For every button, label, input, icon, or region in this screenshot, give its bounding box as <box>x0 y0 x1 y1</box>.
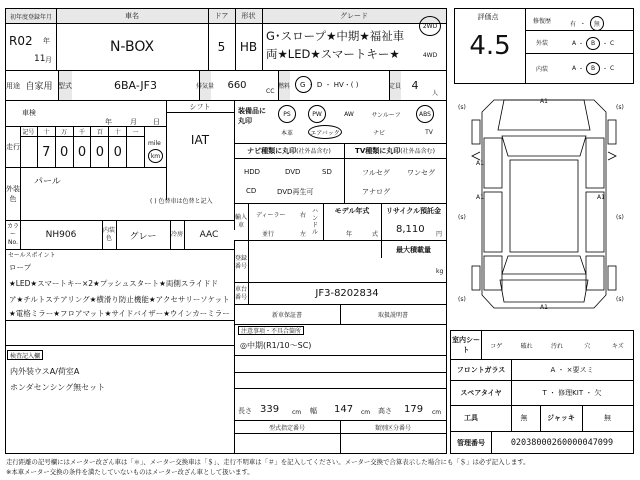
jack-label: ジャッキ <box>547 414 575 422</box>
exterior-opt-a: A <box>572 40 577 47</box>
inspector-line2: ホンダセンシング無セット <box>10 383 106 392</box>
max-load-unit: kg <box>436 268 444 275</box>
sales-line-1: ★LED★スマートキー×2★プッシュスタート★両側スライドド <box>9 279 219 288</box>
nav-cd: CD <box>246 187 257 195</box>
interior-seat-items <box>481 331 633 359</box>
mileage-digit-header: 一 <box>127 127 145 137</box>
nav-header <box>234 144 344 157</box>
sales-line-0: ロープ <box>9 263 32 272</box>
s-mark: s <box>618 296 622 303</box>
equipment-row2 <box>234 125 446 141</box>
seat-condition-item: 穴 <box>584 342 591 350</box>
nav-dvd-play: DVD再生可 <box>277 188 314 196</box>
model-year-unit: 年 <box>346 231 353 238</box>
use-label: 用途 <box>6 81 20 90</box>
reg-year-unit: 年 <box>43 37 50 45</box>
interior-sep1: ・ <box>578 66 585 73</box>
seat-condition-item: 汚れ <box>550 342 563 350</box>
diagram-s-3: ( s ) <box>458 214 466 221</box>
mileage-digit-header: 千 <box>74 127 92 137</box>
interior-opt-b: B <box>586 62 600 75</box>
repair-sep: ・ <box>579 21 586 28</box>
mileage-digit-header: 記号 <box>20 127 38 137</box>
diagram-mark-a1-right: A1 <box>597 194 605 201</box>
shape-value: HB <box>239 40 258 54</box>
nav-hdd: HDD <box>244 168 261 176</box>
spare-tire-value: T ・ 修理KIT ・ 欠 <box>542 389 602 397</box>
tv-header-note: (社外品含む) <box>400 148 435 155</box>
equipment-item: ABS <box>416 105 434 123</box>
nav-header-note: (社外品含む) <box>296 148 331 155</box>
exterior-sep2: ・ <box>602 41 609 48</box>
length-unit: cm <box>292 409 302 416</box>
footer-line2: ※本車メーター交換の条件を満たしていないものはメーター改ざん車として扱います。 <box>6 468 254 476</box>
use-value: 自家用 <box>25 82 53 92</box>
exterior-label: 外装 <box>535 39 548 47</box>
import-parallel: 並行 <box>262 231 275 238</box>
nav-dvd: DVD <box>285 168 301 176</box>
inspector-header: 検査記入欄 <box>7 350 43 360</box>
color-code-value: NH906 <box>45 230 77 240</box>
interior-seat-label: 室内シート <box>452 336 480 354</box>
color-note: ( ) 色替車は色替と記入 <box>150 198 213 205</box>
seat-condition-item: キズ <box>611 342 624 350</box>
model-year-label: モデル年式 <box>334 207 370 215</box>
car-name-label: 車名 <box>56 9 208 23</box>
equipment-item: AW <box>344 110 354 118</box>
mileage-unit-km: km <box>148 149 163 163</box>
equipment-item: ナビ <box>372 129 385 137</box>
repair-opt-no: 無 <box>590 16 604 31</box>
import-right: 右 <box>300 212 307 219</box>
mileage-digit <box>127 137 145 167</box>
diagram-mark-a1-rear-left: A1 <box>476 160 484 167</box>
s-mark: s <box>460 214 464 221</box>
footer-line1: 走行距離の記号欄にはメーター改ざん車は「＊」、メーター交換車は「＄」、走行不明車は「＃」を記入してください。メーター交換で合算表示した場合にも「＄」は必ず記入します。 <box>6 458 530 466</box>
diagram-mark-a1-rear: A1 <box>540 304 548 311</box>
interior-sep2: ・ <box>602 66 609 73</box>
color-code-label: カラーNo. <box>6 223 19 246</box>
car-damage-diagram <box>450 90 638 322</box>
import-handle: ハンドル <box>312 208 319 236</box>
mileage-digit: 0 <box>91 137 109 167</box>
reg-year-label: 初年度登録年月 <box>6 9 56 23</box>
model-label: 型式 <box>58 71 72 100</box>
score-label: 評価点 <box>477 13 499 21</box>
drive-2wd: 2WD <box>419 16 441 36</box>
seat-condition-item: コゲ <box>490 342 503 350</box>
import-left: 左 <box>300 231 307 238</box>
width-label: 幅 <box>310 407 317 415</box>
sales-point-label: セールスポイント <box>8 252 56 259</box>
equipment-item: 本革 <box>280 129 293 137</box>
color-label: 外装色 <box>6 185 20 203</box>
width-unit: cm <box>361 409 371 416</box>
length-label: 長さ <box>238 407 252 415</box>
inspection-label: 車検 <box>22 109 36 117</box>
diagram-mark-a1-left: A1 <box>476 194 484 201</box>
mileage-digit-header: 十 <box>38 127 56 137</box>
tv-oneseg: ワンセグ <box>407 169 435 177</box>
color-value: パール <box>34 177 61 187</box>
mileage-digit: 0 <box>74 137 92 167</box>
repair-label: 修復歴 <box>532 17 551 25</box>
equipment-label: 装備品に丸印 <box>238 107 266 125</box>
tv-header <box>344 144 446 157</box>
equipment-item: サンルーフ <box>371 111 401 119</box>
model-value: 6BA-JF3 <box>114 79 157 92</box>
capacity-label: 定員 <box>389 71 401 100</box>
equipment-item: エアバック <box>308 125 342 139</box>
inspection-year-unit: 年 <box>105 118 112 126</box>
notes-line1: ◎中期(R1/10～SC) <box>240 341 312 350</box>
notes-header: 注意事項・不具合箇所 <box>238 326 304 335</box>
mileage-digit-header: 百 <box>91 127 109 137</box>
grade-line2: 両★LED★スマートキー★ <box>266 47 400 61</box>
interior-opt-a: A <box>572 65 577 72</box>
height-unit: cm <box>432 409 442 416</box>
interior-color-value: グレー <box>129 231 157 242</box>
seat-condition-item: 破れ <box>520 342 533 350</box>
recycle-value: 8,110 <box>396 224 425 235</box>
fuel-label: 燃料 <box>278 71 290 100</box>
equipment-item: PS <box>278 105 296 123</box>
class-label: 類別区分番号 <box>374 424 411 432</box>
exterior-sep1: ・ <box>578 41 585 48</box>
repair-opt-yes: 有 <box>570 21 577 28</box>
s-mark: s <box>618 214 622 221</box>
sales-line-2: ア★チルトステアリング★横滑り防止機能★アクセサリーソケット <box>9 295 230 304</box>
mileage-label: 走行 <box>6 143 20 151</box>
s-mark: s <box>460 296 464 303</box>
registration-label: 登録番号 <box>234 255 247 270</box>
import-label: 輸入車 <box>234 214 247 229</box>
type-spec-label: 型式指定番号 <box>268 424 305 432</box>
inspector-line1: 内外装ウスA/荷室A <box>10 367 80 376</box>
shift-value: IAT <box>190 133 210 147</box>
manual-label: 取扱説明書 <box>377 311 408 319</box>
grade-line1: G･スロープ★中期★福祉車 <box>266 29 405 43</box>
management-value: 02038000260000047099 <box>510 437 614 448</box>
inspection-day-unit: 日 <box>153 118 160 126</box>
spare-tire-label: スペアタイヤ <box>460 389 502 397</box>
capacity-value: 4 <box>411 79 419 92</box>
sales-line-3: ★電格ミラー★フロアマット★サイドバイザー★ウインカーミラー <box>9 309 230 318</box>
mileage-digits <box>20 127 145 167</box>
reg-year-value: R02 <box>9 34 33 48</box>
reg-month-unit: 月 <box>45 56 52 64</box>
mileage-digit: 0 <box>56 137 74 167</box>
ac-value: AAC <box>199 230 219 240</box>
shift-label: シフト <box>189 102 211 111</box>
score-value: 4.5 <box>469 31 511 61</box>
displacement-label: 排気量 <box>199 71 211 100</box>
diagram-s-6: ( s ) <box>616 296 624 303</box>
sales-point-box <box>6 258 234 320</box>
interior-label: 内装 <box>535 65 548 73</box>
warranty-booklet-label: 新車保証書 <box>271 311 302 319</box>
mileage-digit-header: 十 <box>109 127 127 137</box>
recycle-label: リサイクル預託金 <box>385 207 442 215</box>
interior-color-label: 内装色 <box>102 227 115 242</box>
width-value: 147 <box>334 404 354 415</box>
diagram-s-1: ( s ) <box>458 104 466 111</box>
nav-sd: SD <box>322 168 332 176</box>
import-dealer: ディーラー <box>256 212 286 219</box>
displacement-value: 660 <box>227 80 247 91</box>
chassis-label: 車台番号 <box>234 286 247 301</box>
front-glass-value: A ・ ×要スミ <box>550 366 594 374</box>
management-label: 管理番号 <box>457 438 485 447</box>
equipment-item: TV <box>425 128 433 136</box>
max-load-label: 最大積載量 <box>396 246 431 254</box>
displacement-unit: CC <box>266 88 275 95</box>
recycle-unit: 円 <box>436 231 443 238</box>
capacity-unit: 人 <box>432 90 439 97</box>
ac-label: 冷房 <box>170 231 183 238</box>
diagram-mark-a1-front: A1 <box>540 98 548 105</box>
diagram-s-5: ( s ) <box>458 296 466 303</box>
mileage-digit <box>20 137 38 167</box>
tools-value: 無 <box>520 414 528 422</box>
length-value: 339 <box>260 404 280 415</box>
tv-analog: アナログ <box>362 188 390 196</box>
equipment-row1 <box>234 101 446 125</box>
diagram-s-4: ( s ) <box>616 214 624 221</box>
diagram-s-2: ( s ) <box>616 104 624 111</box>
jack-value: 無 <box>604 414 611 422</box>
height-label: 高さ <box>378 407 392 415</box>
mileage-digit: 7 <box>38 137 56 167</box>
s-mark: s <box>618 104 622 111</box>
tv-header-text: TV種類に丸印 <box>355 146 401 155</box>
exterior-opt-b: B <box>586 37 600 50</box>
doors-value: 5 <box>217 40 226 54</box>
height-value: 179 <box>404 404 424 415</box>
drive-4wd: 4WD <box>422 51 438 59</box>
inspection-month-unit: 月 <box>130 118 137 126</box>
exterior-options <box>572 37 614 50</box>
fuel-selected-circle <box>295 76 312 93</box>
tv-fullseg: フルセグ <box>362 169 390 177</box>
interior-options <box>572 62 614 75</box>
interior-opt-c: C <box>609 65 615 72</box>
s-mark: s <box>460 104 464 111</box>
doors-label: ドア <box>208 9 235 23</box>
mileage-unit-mile: mile <box>148 140 161 147</box>
car-name-value: N-BOX <box>109 39 155 55</box>
repair-options <box>570 16 604 31</box>
equipment-item: PW <box>308 105 326 123</box>
chassis-value: JF3-8202834 <box>315 288 379 299</box>
shape-label: 形状 <box>235 9 262 23</box>
mileage-digit-header: 万 <box>56 127 74 137</box>
grade-label: グレード <box>262 9 446 23</box>
nav-header-text: ナビ種類に丸印 <box>247 146 297 155</box>
exterior-opt-c: C <box>609 40 615 47</box>
model-type-unit: 式 <box>372 231 379 238</box>
reg-month-value: 11 <box>34 54 46 64</box>
mileage-digit: 0 <box>109 137 127 167</box>
fuel-options: G ・ D ・ HV・( ) <box>300 81 359 89</box>
front-glass-label: フロントガラス <box>456 366 506 374</box>
tools-label: 工具 <box>464 414 478 422</box>
